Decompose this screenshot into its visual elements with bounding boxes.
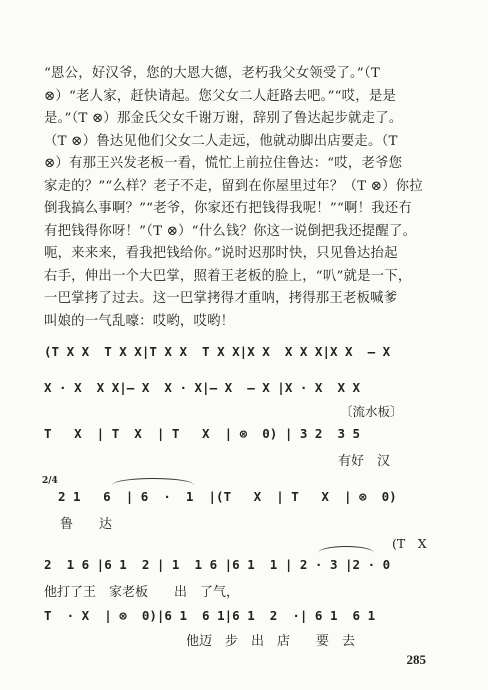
prose-line: （T ⊗）鲁达见他们父女二人走远，他就动脚出店要走。（T xyxy=(44,133,398,149)
lyric-line: 鲁 达 xyxy=(60,517,113,532)
score-row: 2 1 6 |6 1 2 | 1 1 6 |6 1 1 | 2 · 3 |2 · 0 xyxy=(44,557,391,572)
lyric-line: 他迈 步 出 店 要 去 xyxy=(186,634,356,649)
page-number: 285 xyxy=(406,652,426,667)
slur-mark xyxy=(318,546,374,553)
prose-line: 家走的？”“么样？老子不走，留到在你屋里过年？（T ⊗）你拉 xyxy=(44,178,423,194)
prose-line: 有把钱得你呀！”（T ⊗）“什么钱？你这一说倒把我还提醒了。 xyxy=(44,223,417,239)
continuation-mark: (T X xyxy=(392,536,427,551)
prose-line: 一巴掌拷了过去。这一巴掌拷得才重呐，拷得那王老板喊爹 xyxy=(44,291,398,306)
prose-line: ⊗）“老人家，赶快请起。您父女二人赶路去吧。”“哎，是是 xyxy=(44,88,397,104)
prose-line: 右手，伸出一个大巴掌，照着王老板的脸上，“叭”就是一下， xyxy=(44,268,412,284)
prose-line: 倒我搞么事啊？”“老爷，你家还冇把钱得我呢！”“啊！我还冇 xyxy=(44,201,412,216)
lyric-line: 他打了王 家老板 出 了气， xyxy=(44,585,240,600)
prose-line: 是。”（T ⊗）那金氏父女千谢万谢，辞别了鲁达起步就走了。 xyxy=(44,111,403,126)
tempo-label: 〔流水板〕 xyxy=(340,404,403,419)
prose-paragraph xyxy=(44,63,454,333)
prose-line: 叫娘的一气乱嚎：哎哟，哎哟！ xyxy=(44,313,235,329)
score-row: T · X | ⊗ 0)|6 1 6 1|6 1 2 ·| 6 1 6 1 xyxy=(44,608,376,623)
score-row: T X | T X | T X | ⊗ 0) | 3 2 3 5 xyxy=(44,426,361,441)
score-row: X · X X X|— X X · X|— X — X |X · X X X xyxy=(44,380,361,395)
score-row: 2 1 6 | 6 · 1 |(T X | T X | ⊗ 0) xyxy=(58,489,397,504)
lyric-line: 有好 汉 xyxy=(338,454,391,469)
prose-line: “恩公，好汉爷，您的大恩大德，老朽我父女领受了。”（T xyxy=(44,66,380,81)
score-row: (T X X T X X|T X X T X X|X X X X X|X X — X xyxy=(44,344,391,359)
prose-line: 呃，来来来，看我把钱给你。”说时迟那时快，只见鲁达抬起 xyxy=(44,246,398,261)
time-signature: 2/4 xyxy=(42,476,58,486)
prose-line: ⊗）有那王兴发老板一看，慌忙上前拉住鲁达：“哎，老爷您 xyxy=(44,156,403,171)
slur-mark xyxy=(112,478,194,485)
